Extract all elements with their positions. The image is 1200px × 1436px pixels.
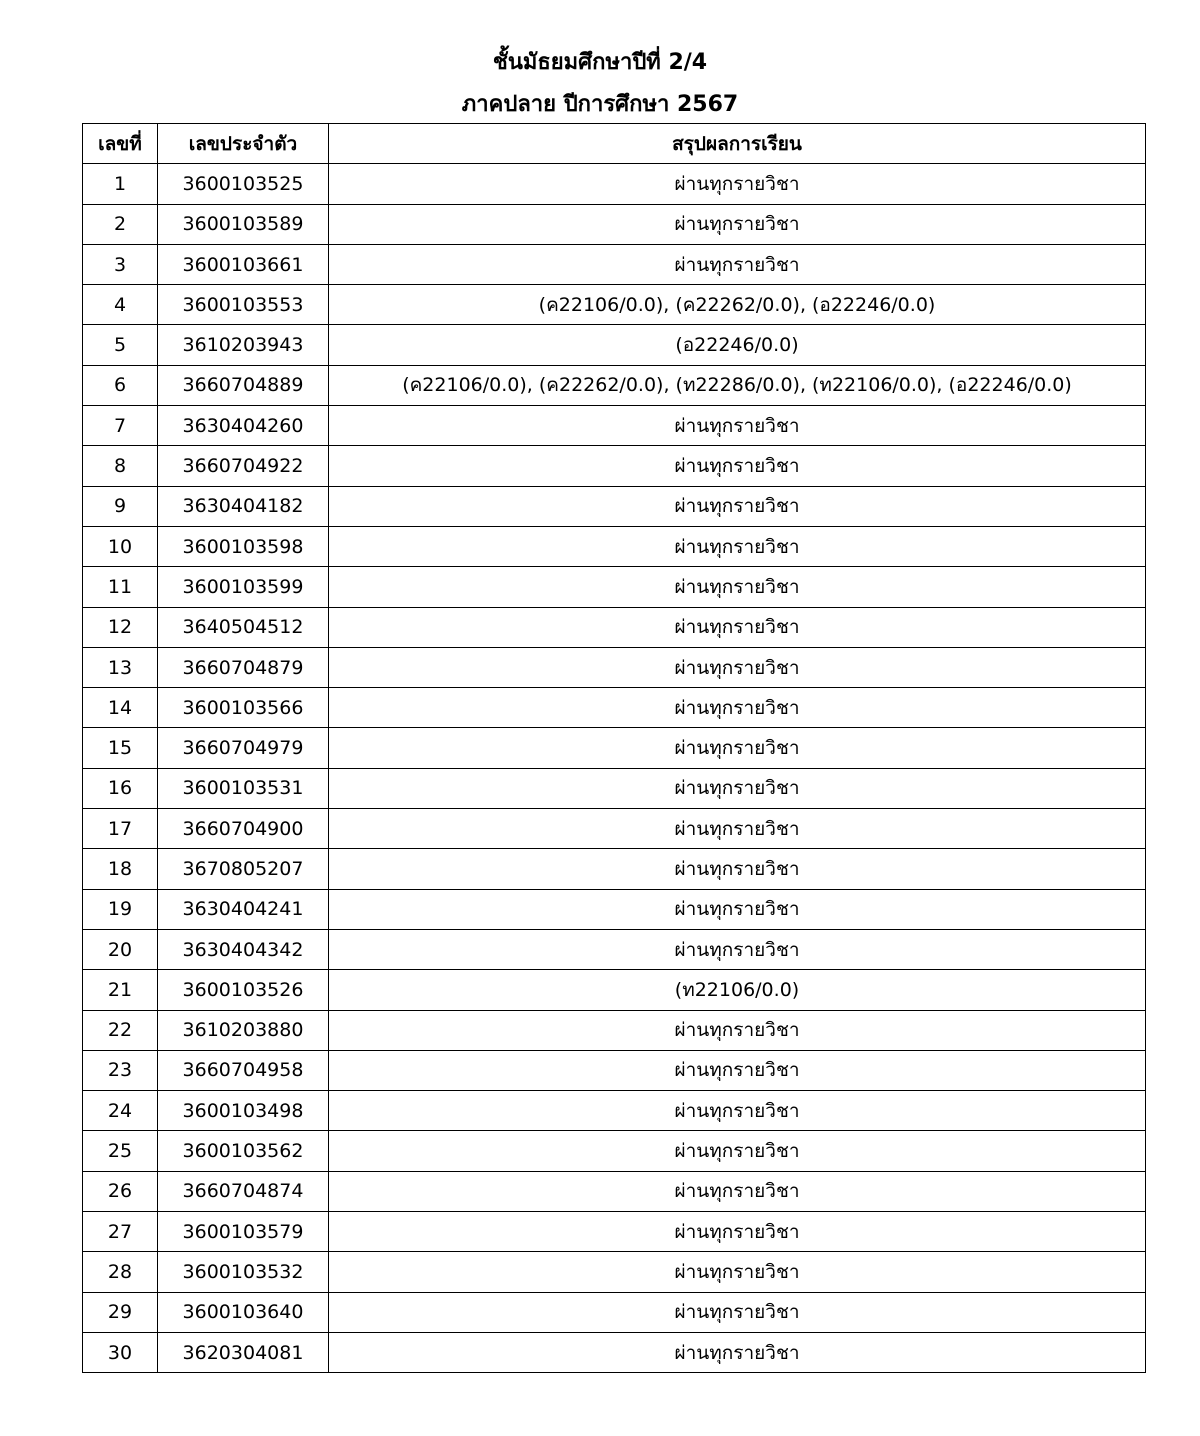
student-id-cell: 3630404342 [158, 929, 329, 969]
table-row [83, 406, 1146, 446]
result-cell: ผ่านทุกรายวิชา [329, 728, 1146, 768]
result-cell: (อ22246/0.0) [329, 325, 1146, 365]
result-cell: ผ่านทุกรายวิชา [329, 688, 1146, 728]
page-title: ชั้นมัธยมศึกษาปีที่ 2/4 [492, 50, 708, 75]
table-row [83, 1252, 1146, 1292]
student-id-cell: 3600103531 [158, 768, 329, 808]
student-id-cell: 3610203943 [158, 325, 329, 365]
page-subtitle: ภาคปลาย ปีการศึกษา 2567 [461, 92, 739, 117]
student-id-cell: 3600103498 [158, 1091, 329, 1131]
student-id-cell: 3630404241 [158, 889, 329, 929]
header-number: เลขที่ [83, 124, 158, 164]
student-id-cell: 3660704900 [158, 809, 329, 849]
student-id-cell: 3660704958 [158, 1050, 329, 1090]
table-row [83, 607, 1146, 647]
student-id-cell: 3600103589 [158, 204, 329, 244]
header-student-id: เลขประจำตัว [158, 124, 329, 164]
row-number: 11 [83, 567, 158, 607]
header-row [83, 124, 1146, 164]
table-row [83, 526, 1146, 566]
table-row [83, 446, 1146, 486]
table-row [83, 1212, 1146, 1252]
table-row [83, 809, 1146, 849]
table-row [83, 1292, 1146, 1332]
row-number: 6 [83, 365, 158, 405]
row-number: 18 [83, 849, 158, 889]
result-cell: ผ่านทุกรายวิชา [329, 486, 1146, 526]
table-row [83, 1010, 1146, 1050]
table-row [83, 325, 1146, 365]
row-number: 13 [83, 647, 158, 687]
result-cell: ผ่านทุกรายวิชา [329, 849, 1146, 889]
result-cell: ผ่านทุกรายวิชา [329, 244, 1146, 284]
result-cell: ผ่านทุกรายวิชา [329, 204, 1146, 244]
result-cell: ผ่านทุกรายวิชา [329, 406, 1146, 446]
result-cell: ผ่านทุกรายวิชา [329, 164, 1146, 204]
table-header [83, 124, 1146, 164]
row-number: 10 [83, 526, 158, 566]
result-cell: ผ่านทุกรายวิชา [329, 526, 1146, 566]
row-number: 30 [83, 1332, 158, 1372]
row-number: 4 [83, 285, 158, 325]
student-id-cell: 3630404260 [158, 406, 329, 446]
table-row [83, 647, 1146, 687]
student-id-cell: 3600103562 [158, 1131, 329, 1171]
student-id-cell: 3600103579 [158, 1212, 329, 1252]
student-id-cell: 3600103566 [158, 688, 329, 728]
student-id-cell: 3640504512 [158, 607, 329, 647]
table-row [83, 1091, 1146, 1131]
result-cell: ผ่านทุกรายวิชา [329, 809, 1146, 849]
student-id-cell: 3600103661 [158, 244, 329, 284]
student-id-cell: 3660704874 [158, 1171, 329, 1211]
row-number: 24 [83, 1091, 158, 1131]
row-number: 12 [83, 607, 158, 647]
result-cell: (ค22106/0.0), (ค22262/0.0), (ท22286/0.0), (ท22106/0.0), (อ22246/0.0) [329, 365, 1146, 405]
result-cell: ผ่านทุกรายวิชา [329, 929, 1146, 969]
result-cell: ผ่านทุกรายวิชา [329, 1332, 1146, 1372]
table-row [83, 849, 1146, 889]
student-id-cell: 3600103526 [158, 970, 329, 1010]
result-cell: ผ่านทุกรายวิชา [329, 1010, 1146, 1050]
student-id-cell: 3660704879 [158, 647, 329, 687]
row-number: 17 [83, 809, 158, 849]
row-number: 21 [83, 970, 158, 1010]
table-row [83, 285, 1146, 325]
table-body [83, 164, 1146, 1373]
result-cell: (ท22106/0.0) [329, 970, 1146, 1010]
student-id-cell: 3600103640 [158, 1292, 329, 1332]
table-row [83, 567, 1146, 607]
row-number: 26 [83, 1171, 158, 1211]
result-cell: ผ่านทุกรายวิชา [329, 1212, 1146, 1252]
result-cell: ผ่านทุกรายวิชา [329, 1091, 1146, 1131]
table-row [83, 1332, 1146, 1372]
table-row [83, 365, 1146, 405]
result-cell: ผ่านทุกรายวิชา [329, 647, 1146, 687]
row-number: 7 [83, 406, 158, 446]
table-row [83, 1171, 1146, 1211]
table-row [83, 768, 1146, 808]
row-number: 15 [83, 728, 158, 768]
student-id-cell: 3600103532 [158, 1252, 329, 1292]
table-row [83, 244, 1146, 284]
student-id-cell: 3660704922 [158, 446, 329, 486]
result-cell: ผ่านทุกรายวิชา [329, 889, 1146, 929]
result-cell: ผ่านทุกรายวิชา [329, 567, 1146, 607]
result-cell: ผ่านทุกรายวิชา [329, 446, 1146, 486]
student-id-cell: 3670805207 [158, 849, 329, 889]
row-number: 1 [83, 164, 158, 204]
table-row [83, 929, 1146, 969]
result-cell: ผ่านทุกรายวิชา [329, 1292, 1146, 1332]
row-number: 25 [83, 1131, 158, 1171]
result-cell: ผ่านทุกรายวิชา [329, 1252, 1146, 1292]
row-number: 16 [83, 768, 158, 808]
row-number: 27 [83, 1212, 158, 1252]
row-number: 2 [83, 204, 158, 244]
student-id-cell: 3600103525 [158, 164, 329, 204]
row-number: 8 [83, 446, 158, 486]
row-number: 9 [83, 486, 158, 526]
row-number: 28 [83, 1252, 158, 1292]
result-cell: ผ่านทุกรายวิชา [329, 1050, 1146, 1090]
result-cell: (ค22106/0.0), (ค22262/0.0), (อ22246/0.0) [329, 285, 1146, 325]
row-number: 20 [83, 929, 158, 969]
row-number: 14 [83, 688, 158, 728]
table-row [83, 970, 1146, 1010]
result-cell: ผ่านทุกรายวิชา [329, 607, 1146, 647]
student-id-cell: 3630404182 [158, 486, 329, 526]
student-id-cell: 3600103598 [158, 526, 329, 566]
result-cell: ผ่านทุกรายวิชา [329, 1171, 1146, 1211]
row-number: 5 [83, 325, 158, 365]
results-table [82, 123, 1146, 1373]
row-number: 3 [83, 244, 158, 284]
student-id-cell: 3660704979 [158, 728, 329, 768]
table-row [83, 728, 1146, 768]
row-number: 23 [83, 1050, 158, 1090]
student-id-cell: 3600103553 [158, 285, 329, 325]
result-cell: ผ่านทุกรายวิชา [329, 1131, 1146, 1171]
row-number: 29 [83, 1292, 158, 1332]
student-id-cell: 3610203880 [158, 1010, 329, 1050]
table-row [83, 204, 1146, 244]
table-row [83, 164, 1146, 204]
result-cell: ผ่านทุกรายวิชา [329, 768, 1146, 808]
table-row [83, 486, 1146, 526]
row-number: 19 [83, 889, 158, 929]
student-id-cell: 3660704889 [158, 365, 329, 405]
row-number: 22 [83, 1010, 158, 1050]
table-row [83, 1131, 1146, 1171]
header-result: สรุปผลการเรียน [329, 124, 1146, 164]
student-id-cell: 3620304081 [158, 1332, 329, 1372]
table-row [83, 1050, 1146, 1090]
table-row [83, 889, 1146, 929]
table-row [83, 688, 1146, 728]
student-id-cell: 3600103599 [158, 567, 329, 607]
